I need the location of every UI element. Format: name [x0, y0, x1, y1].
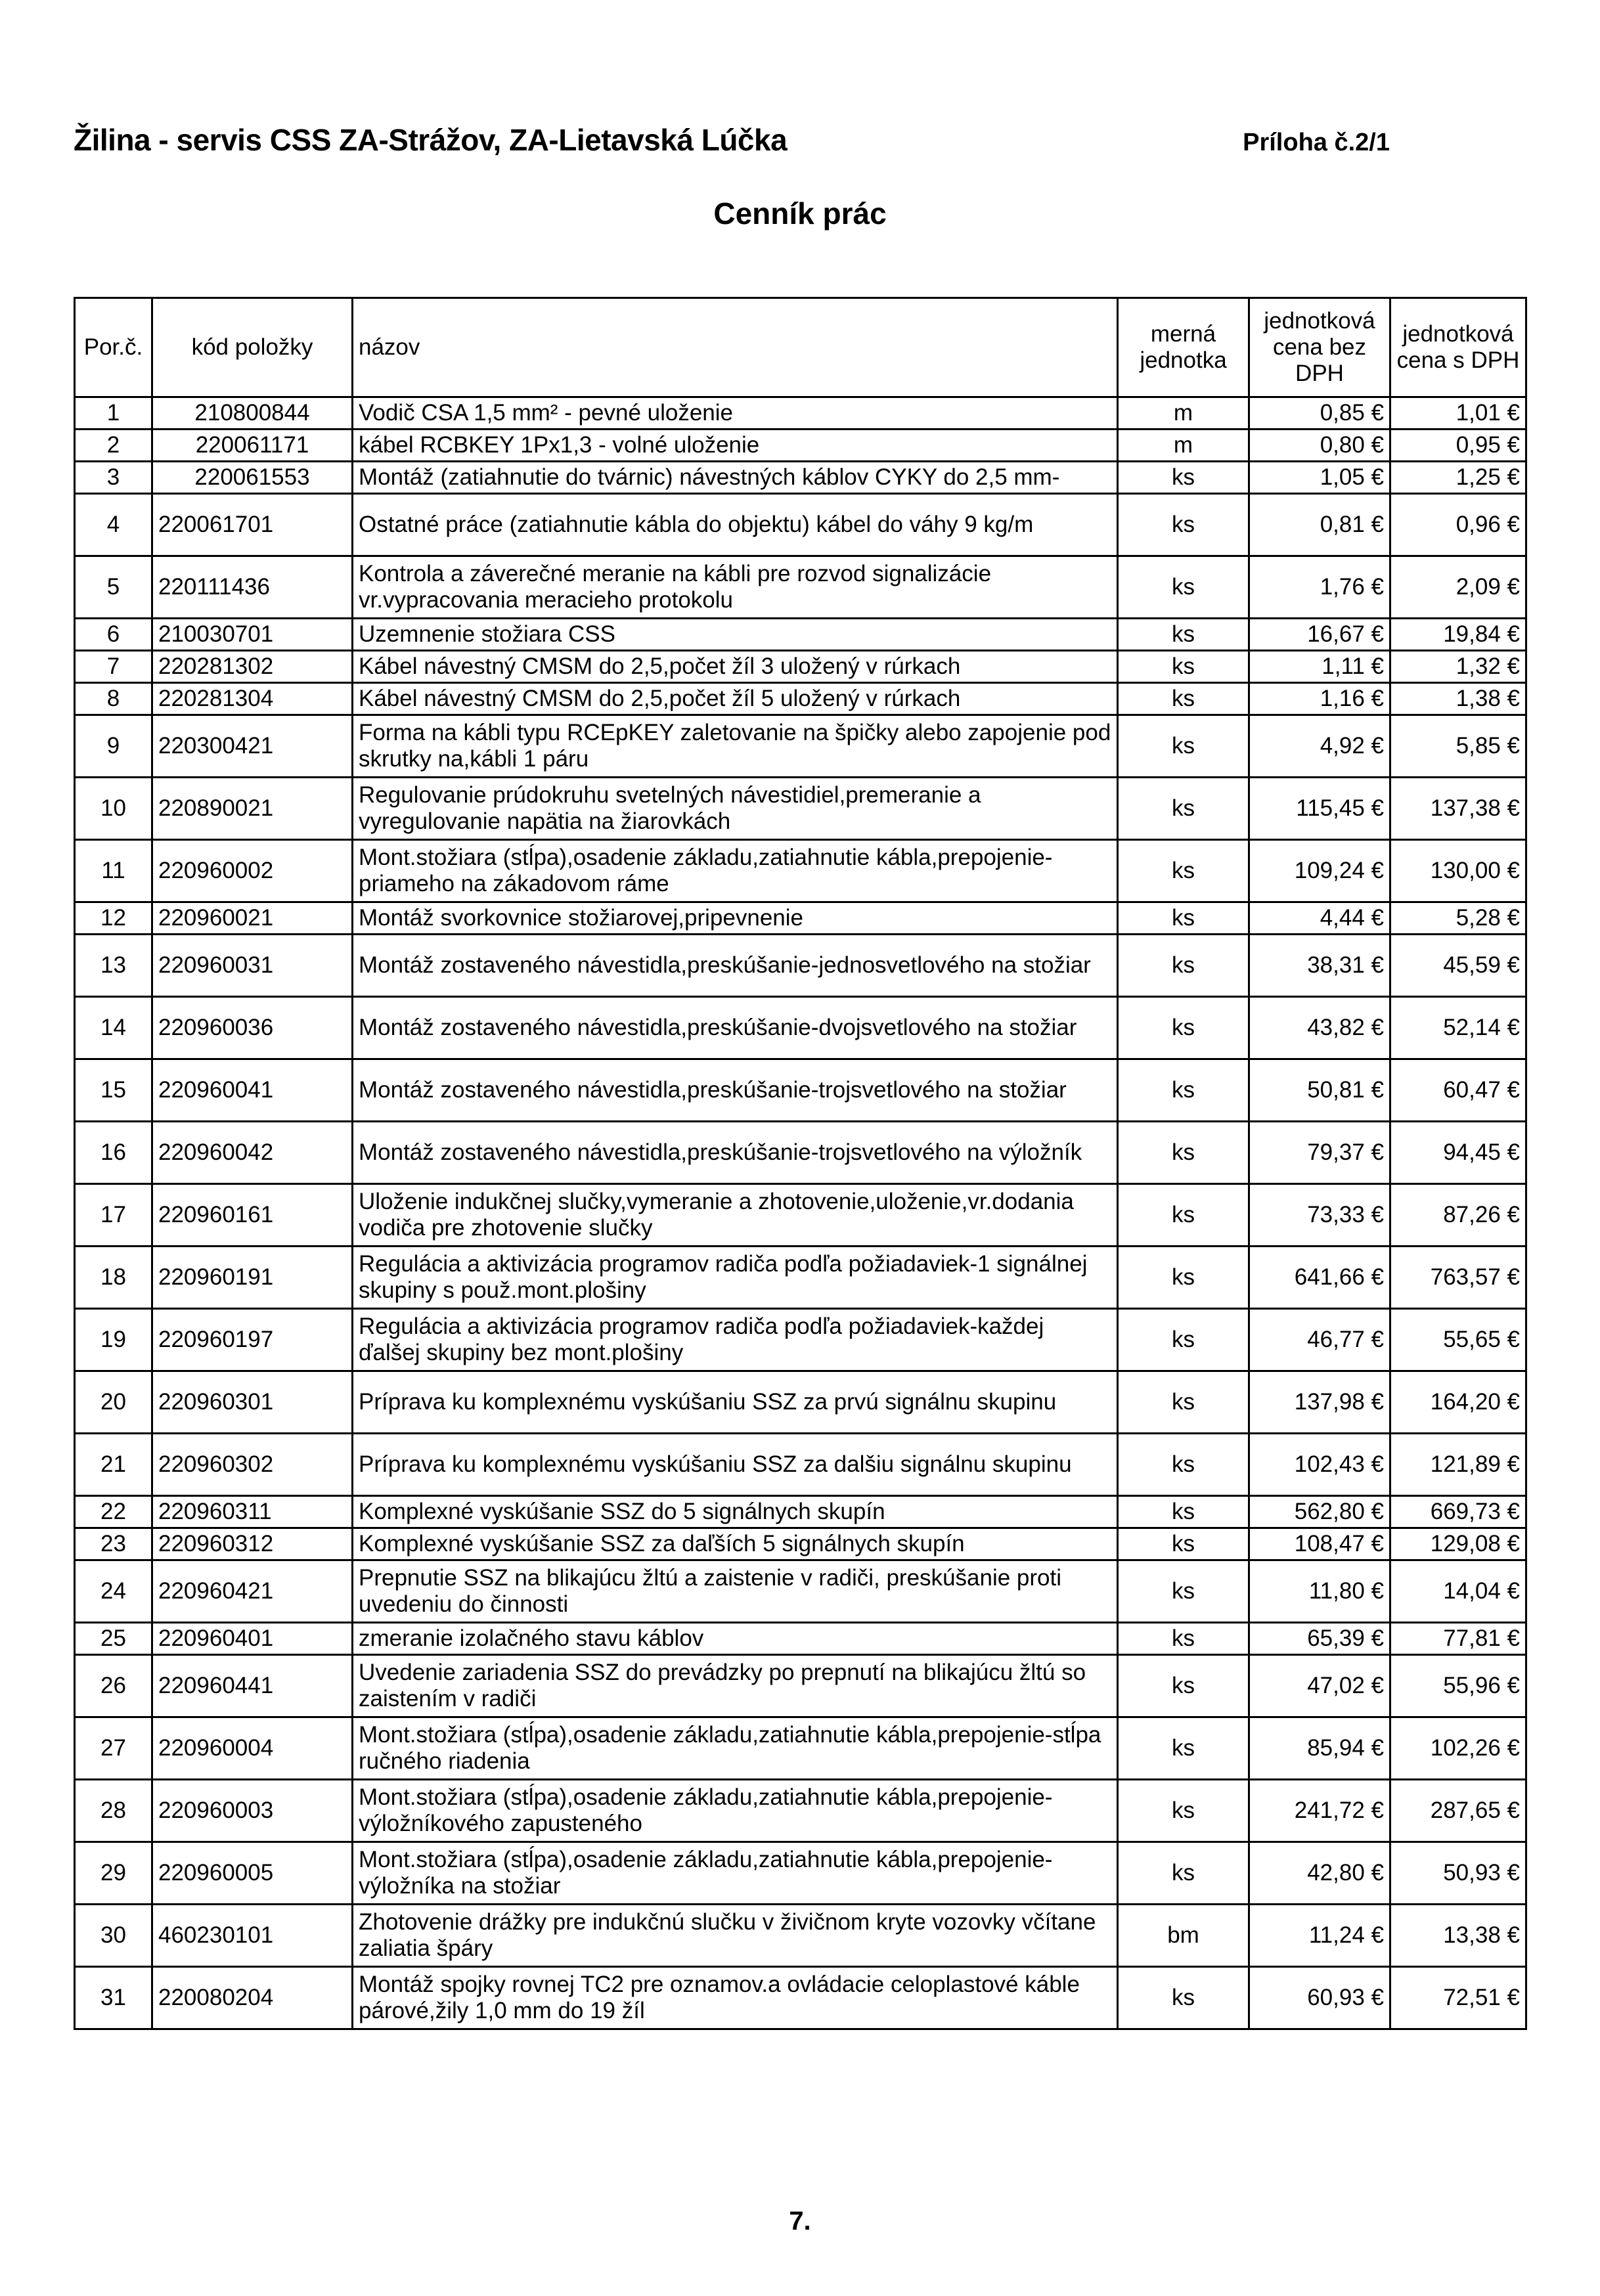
item-name: Komplexné vyskúšanie SSZ do 5 signálnych skupín [353, 1496, 1118, 1528]
item-code: 220960161 [152, 1184, 353, 1247]
column-header-name: názov [353, 298, 1118, 397]
item-code: 220111436 [152, 556, 353, 619]
item-code: 220080204 [152, 1967, 353, 2029]
price-without-vat: 0,80 € [1249, 430, 1390, 462]
table-row [75, 494, 1526, 556]
price-without-vat: 137,98 € [1249, 1371, 1390, 1434]
row-number: 13 [75, 935, 152, 997]
item-code: 220960004 [152, 1717, 353, 1780]
item-unit: ks [1118, 619, 1249, 651]
item-unit: m [1118, 430, 1249, 462]
table-row [75, 430, 1526, 462]
item-name: Regulovanie prúdokruhu svetelných návestidiel,premeranie a vyregulovanie napätia na žiarovkách [353, 778, 1118, 840]
table-row [75, 1434, 1526, 1496]
price-with-vat: 50,93 € [1390, 1842, 1526, 1905]
item-name: Mont.stožiara (stĺpa),osadenie základu,zatiahnutie kábla,prepojenie-priameho na zákadovom ráme [353, 840, 1118, 902]
item-name: Komplexné vyskúšanie SSZ za daľších 5 signálnych skupín [353, 1528, 1118, 1560]
item-name: Mont.stožiara (stĺpa),osadenie základu,zatiahnutie kábla,prepojenie-výložníka na stožiar [353, 1842, 1118, 1905]
table-row [75, 1184, 1526, 1247]
row-number: 15 [75, 1059, 152, 1122]
price-with-vat: 102,26 € [1390, 1717, 1526, 1780]
row-number: 16 [75, 1122, 152, 1184]
price-without-vat: 108,47 € [1249, 1528, 1390, 1560]
item-name: Montáž zostaveného návestidla,preskúšanie-jednosvetlového na stožiar [353, 935, 1118, 997]
table-row [75, 1623, 1526, 1655]
item-unit: ks [1118, 683, 1249, 715]
price-without-vat: 115,45 € [1249, 778, 1390, 840]
table-row [75, 840, 1526, 902]
price-without-vat: 85,94 € [1249, 1717, 1390, 1780]
table-row [75, 462, 1526, 494]
item-code: 220061701 [152, 494, 353, 556]
item-name: Vodič CSA 1,5 mm² - pevné uloženie [353, 397, 1118, 430]
price-with-vat: 77,81 € [1390, 1623, 1526, 1655]
item-unit: ks [1118, 462, 1249, 494]
price-without-vat: 50,81 € [1249, 1059, 1390, 1122]
price-with-vat: 14,04 € [1390, 1560, 1526, 1623]
price-with-vat: 94,45 € [1390, 1122, 1526, 1184]
table-row [75, 1122, 1526, 1184]
item-name: Kábel návestný CMSM do 2,5,počet žíl 5 uložený v rúrkach [353, 683, 1118, 715]
item-unit: m [1118, 397, 1249, 430]
item-unit: ks [1118, 1717, 1249, 1780]
price-table [74, 297, 1527, 2030]
price-with-vat: 60,47 € [1390, 1059, 1526, 1122]
document-title: Žilina - servis CSS ZA-Strážov, ZA-Lietavská Lúčka [74, 123, 788, 157]
item-unit: ks [1118, 1528, 1249, 1560]
price-without-vat: 65,39 € [1249, 1623, 1390, 1655]
price-with-vat: 121,89 € [1390, 1434, 1526, 1496]
item-unit: ks [1118, 1496, 1249, 1528]
price-without-vat: 1,16 € [1249, 683, 1390, 715]
item-unit: ks [1118, 1184, 1249, 1247]
item-code: 220960042 [152, 1122, 353, 1184]
item-code: 220960041 [152, 1059, 353, 1122]
price-with-vat: 130,00 € [1390, 840, 1526, 902]
table-row [75, 683, 1526, 715]
item-code: 220960401 [152, 1623, 353, 1655]
row-number: 3 [75, 462, 152, 494]
price-with-vat: 52,14 € [1390, 997, 1526, 1059]
column-header-number: Por.č. [75, 298, 152, 397]
price-with-vat: 5,85 € [1390, 715, 1526, 778]
item-unit: ks [1118, 556, 1249, 619]
item-code: 220960005 [152, 1842, 353, 1905]
item-name: Montáž zostaveného návestidla,preskúšanie-trojsvetlového na stožiar [353, 1059, 1118, 1122]
item-unit: ks [1118, 651, 1249, 683]
price-with-vat: 19,84 € [1390, 619, 1526, 651]
item-code: 220960031 [152, 935, 353, 997]
price-without-vat: 79,37 € [1249, 1122, 1390, 1184]
row-number: 9 [75, 715, 152, 778]
item-unit: ks [1118, 1434, 1249, 1496]
price-without-vat: 109,24 € [1249, 840, 1390, 902]
table-row [75, 1905, 1526, 1967]
table-row [75, 1717, 1526, 1780]
row-number: 28 [75, 1780, 152, 1842]
item-unit: ks [1118, 1059, 1249, 1122]
price-with-vat: 13,38 € [1390, 1905, 1526, 1967]
price-with-vat: 1,25 € [1390, 462, 1526, 494]
row-number: 24 [75, 1560, 152, 1623]
price-without-vat: 42,80 € [1249, 1842, 1390, 1905]
row-number: 20 [75, 1371, 152, 1434]
item-code: 220960191 [152, 1247, 353, 1309]
item-name: Regulácia a aktivizácia programov radiča podľa požiadaviek-každej ďalšej skupiny bez mont.plošiny [353, 1309, 1118, 1371]
item-code: 220960197 [152, 1309, 353, 1371]
row-number: 10 [75, 778, 152, 840]
item-name: kábel RCBKEY 1Px1,3 - volné uloženie [353, 430, 1118, 462]
column-header-price: jednotková cena bez DPH [1249, 298, 1390, 397]
price-with-vat: 137,38 € [1390, 778, 1526, 840]
price-without-vat: 46,77 € [1249, 1309, 1390, 1371]
row-number: 4 [75, 494, 152, 556]
price-with-vat: 55,65 € [1390, 1309, 1526, 1371]
table-row [75, 1247, 1526, 1309]
item-name: Kábel návestný CMSM do 2,5,počet žíl 3 uložený v rúrkach [353, 651, 1118, 683]
item-code: 220960312 [152, 1528, 353, 1560]
row-number: 23 [75, 1528, 152, 1560]
item-name: Montáž zostaveného návestidla,preskúšanie-dvojsvetlového na stožiar [353, 997, 1118, 1059]
item-name: Mont.stožiara (stĺpa),osadenie základu,zatiahnutie kábla,prepojenie-výložníkového zapusteného [353, 1780, 1118, 1842]
item-unit: bm [1118, 1905, 1249, 1967]
price-without-vat: 1,11 € [1249, 651, 1390, 683]
item-unit: ks [1118, 840, 1249, 902]
row-number: 17 [75, 1184, 152, 1247]
price-with-vat: 0,96 € [1390, 494, 1526, 556]
price-with-vat: 87,26 € [1390, 1184, 1526, 1247]
item-name: Montáž (zatiahnutie do tvárnic) návestných káblov CYKY do 2,5 mm- [353, 462, 1118, 494]
price-with-vat: 1,32 € [1390, 651, 1526, 683]
price-without-vat: 641,66 € [1249, 1247, 1390, 1309]
item-unit: ks [1118, 1309, 1249, 1371]
table-row [75, 902, 1526, 935]
item-code: 220061553 [152, 462, 353, 494]
item-code: 220960421 [152, 1560, 353, 1623]
row-number: 1 [75, 397, 152, 430]
price-without-vat: 11,24 € [1249, 1905, 1390, 1967]
row-number: 26 [75, 1655, 152, 1717]
item-unit: ks [1118, 997, 1249, 1059]
item-name: Ostatné práce (zatiahnutie kábla do objektu) kábel do váhy 9 kg/m [353, 494, 1118, 556]
row-number: 18 [75, 1247, 152, 1309]
item-name: Mont.stožiara (stĺpa),osadenie základu,zatiahnutie kábla,prepojenie-stĺpa ručného riadenia [353, 1717, 1118, 1780]
price-without-vat: 11,80 € [1249, 1560, 1390, 1623]
row-number: 22 [75, 1496, 152, 1528]
price-with-vat: 287,65 € [1390, 1780, 1526, 1842]
row-number: 21 [75, 1434, 152, 1496]
price-with-vat: 55,96 € [1390, 1655, 1526, 1717]
price-without-vat: 1,76 € [1249, 556, 1390, 619]
price-without-vat: 4,44 € [1249, 902, 1390, 935]
item-code: 210800844 [152, 397, 353, 430]
item-unit: ks [1118, 1623, 1249, 1655]
price-without-vat: 38,31 € [1249, 935, 1390, 997]
item-name: Zhotovenie drážky pre indukčnú slučku v živičnom kryte vozovky včítane zaliatia špáry [353, 1905, 1118, 1967]
row-number: 25 [75, 1623, 152, 1655]
item-name: Uloženie indukčnej slučky,vymeranie a zhotovenie,uloženie,vr.dodania vodiča pre zhotovenie slučky [353, 1184, 1118, 1247]
item-name: Príprava ku komplexnému vyskúšaniu SSZ za prvú signálnu skupinu [353, 1371, 1118, 1434]
price-without-vat: 102,43 € [1249, 1434, 1390, 1496]
price-without-vat: 241,72 € [1249, 1780, 1390, 1842]
table-row [75, 1059, 1526, 1122]
row-number: 31 [75, 1967, 152, 2029]
column-header-unit: merná jednotka [1118, 298, 1249, 397]
item-name: Regulácia a aktivizácia programov radiča podľa požiadaviek-1 signálnej skupiny s použ.mont.plošiny [353, 1247, 1118, 1309]
item-unit: ks [1118, 1560, 1249, 1623]
table-row [75, 619, 1526, 651]
item-unit: ks [1118, 1842, 1249, 1905]
row-number: 5 [75, 556, 152, 619]
item-code: 220960003 [152, 1780, 353, 1842]
row-number: 11 [75, 840, 152, 902]
table-row [75, 1371, 1526, 1434]
item-code: 220960302 [152, 1434, 353, 1496]
table-row [75, 651, 1526, 683]
item-code: 220960301 [152, 1371, 353, 1434]
table-row [75, 1655, 1526, 1717]
item-name: Príprava ku komplexnému vyskúšaniu SSZ za dalšiu signálnu skupinu [353, 1434, 1118, 1496]
item-unit: ks [1118, 1247, 1249, 1309]
item-unit: ks [1118, 778, 1249, 840]
table-row [75, 1528, 1526, 1560]
item-unit: ks [1118, 1780, 1249, 1842]
page-number: 7. [789, 2207, 811, 2236]
row-number: 2 [75, 430, 152, 462]
row-number: 12 [75, 902, 152, 935]
appendix-label: Príloha č.2/1 [1243, 129, 1390, 156]
item-name: Uzemnenie stožiara CSS [353, 619, 1118, 651]
item-name: Prepnutie SSZ na blikajúcu žltú a zaistenie v radiči, preskúšanie proti uvedeniu do činnosti [353, 1560, 1118, 1623]
item-code: 220960311 [152, 1496, 353, 1528]
price-with-vat: 1,01 € [1390, 397, 1526, 430]
item-unit: ks [1118, 715, 1249, 778]
price-with-vat: 2,09 € [1390, 556, 1526, 619]
price-without-vat: 73,33 € [1249, 1184, 1390, 1247]
item-name: Uvedenie zariadenia SSZ do prevádzky po prepnutí na blikajúcu žltú so zaistením v radiči [353, 1655, 1118, 1717]
item-code: 220960002 [152, 840, 353, 902]
price-with-vat: 763,57 € [1390, 1247, 1526, 1309]
table-row [75, 1842, 1526, 1905]
table-row [75, 997, 1526, 1059]
item-unit: ks [1118, 1655, 1249, 1717]
price-with-vat: 0,95 € [1390, 430, 1526, 462]
item-code: 220300421 [152, 715, 353, 778]
column-header-code: kód položky [152, 298, 353, 397]
item-code: 210030701 [152, 619, 353, 651]
item-code: 220890021 [152, 778, 353, 840]
price-with-vat: 164,20 € [1390, 1371, 1526, 1434]
row-number: 29 [75, 1842, 152, 1905]
item-name: zmeranie izolačného stavu káblov [353, 1623, 1118, 1655]
item-name: Montáž spojky rovnej TC2 pre oznamov.a ovládacie celoplastové káble párové,žily 1,0 mm do 19 žíl [353, 1967, 1118, 2029]
table-row [75, 715, 1526, 778]
price-without-vat: 16,67 € [1249, 619, 1390, 651]
row-number: 14 [75, 997, 152, 1059]
price-with-vat: 72,51 € [1390, 1967, 1526, 2029]
item-code: 220960441 [152, 1655, 353, 1717]
row-number: 27 [75, 1717, 152, 1780]
table-row [75, 1309, 1526, 1371]
table-row [75, 1780, 1526, 1842]
row-number: 6 [75, 619, 152, 651]
item-unit: ks [1118, 1371, 1249, 1434]
item-unit: ks [1118, 1967, 1249, 2029]
table-row [75, 1496, 1526, 1528]
document-subtitle: Cenník prác [713, 196, 887, 231]
item-code: 220960021 [152, 902, 353, 935]
table-row [75, 556, 1526, 619]
price-with-vat: 5,28 € [1390, 902, 1526, 935]
table-body [75, 397, 1526, 2029]
table-row [75, 1967, 1526, 2029]
item-code: 220960036 [152, 997, 353, 1059]
table-row [75, 935, 1526, 997]
table-row [75, 778, 1526, 840]
row-number: 8 [75, 683, 152, 715]
item-unit: ks [1118, 935, 1249, 997]
price-without-vat: 0,81 € [1249, 494, 1390, 556]
item-code: 220061171 [152, 430, 353, 462]
item-unit: ks [1118, 902, 1249, 935]
table-row [75, 1560, 1526, 1623]
price-with-vat: 669,73 € [1390, 1496, 1526, 1528]
table-row [75, 397, 1526, 430]
row-number: 30 [75, 1905, 152, 1967]
item-name: Forma na kábli typu RCEpKEY zaletovanie na špičky alebo zapojenie pod skrutky na,kábli 1 páru [353, 715, 1118, 778]
row-number: 7 [75, 651, 152, 683]
item-code: 220281304 [152, 683, 353, 715]
price-without-vat: 60,93 € [1249, 1967, 1390, 2029]
item-unit: ks [1118, 1122, 1249, 1184]
table-header-row [75, 298, 1526, 397]
item-unit: ks [1118, 494, 1249, 556]
item-name: Montáž svorkovnice stožiarovej,pripevnenie [353, 902, 1118, 935]
price-without-vat: 43,82 € [1249, 997, 1390, 1059]
item-name: Montáž zostaveného návestidla,preskúšanie-trojsvetlového na výložník [353, 1122, 1118, 1184]
price-without-vat: 0,85 € [1249, 397, 1390, 430]
price-without-vat: 562,80 € [1249, 1496, 1390, 1528]
price-with-vat: 129,08 € [1390, 1528, 1526, 1560]
item-code: 220281302 [152, 651, 353, 683]
price-without-vat: 4,92 € [1249, 715, 1390, 778]
price-without-vat: 47,02 € [1249, 1655, 1390, 1717]
price-with-vat: 1,38 € [1390, 683, 1526, 715]
item-name: Kontrola a záverečné meranie na kábli pre rozvod signalizácie vr.vypracovania meracieho protokolu [353, 556, 1118, 619]
price-without-vat: 1,05 € [1249, 462, 1390, 494]
price-with-vat: 45,59 € [1390, 935, 1526, 997]
item-code: 460230101 [152, 1905, 353, 1967]
row-number: 19 [75, 1309, 152, 1371]
column-header-price-vat: jednotková cena s DPH [1390, 298, 1526, 397]
